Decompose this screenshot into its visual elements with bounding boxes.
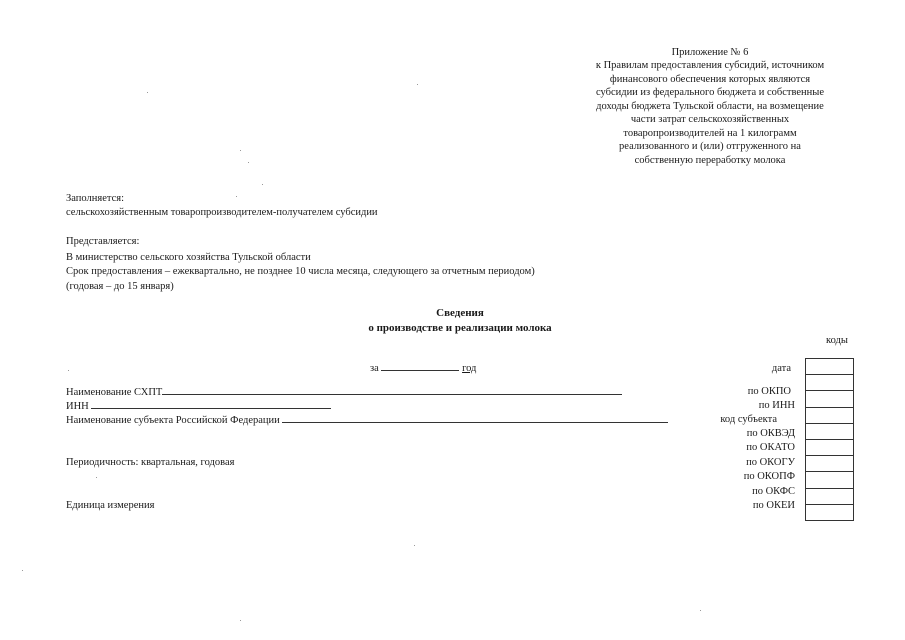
period-blank[interactable] (381, 361, 459, 371)
scan-speck (248, 162, 249, 163)
code-cell-row (806, 359, 854, 375)
filled-by-block (66, 192, 378, 219)
code-cell-row (806, 456, 854, 472)
appendix-line: части затрат сельскохозяйственных (630, 114, 790, 126)
title-line-2: о производстве и реализации молока (368, 321, 552, 334)
scan-speck (68, 370, 69, 371)
appendix-line: Приложение № 6 (671, 47, 749, 58)
codes-header: коды (826, 335, 848, 346)
scan-speck (236, 196, 237, 197)
appendix-line: реализованного и (или) отгруженного на (619, 141, 801, 153)
code-label-okved: по ОКВЭД (746, 428, 795, 439)
submitted-line: (годовая – до 15 января) (66, 280, 174, 292)
inn-label: ИНН (66, 401, 89, 412)
code-label-inn: по ИНН (758, 400, 795, 411)
submitted-line: Срок предоставления – ежеквартально, не позднее 10 числа месяца, следующего за отчетным периодом) (66, 266, 535, 278)
code-label-subject: код субъекта (720, 414, 777, 425)
scan-speck (147, 92, 148, 93)
code-cell-row (806, 375, 854, 391)
code-cell-okved[interactable] (806, 423, 854, 439)
code-cell-inn[interactable] (806, 391, 854, 407)
region-row (66, 413, 668, 428)
appendix-header (560, 46, 860, 167)
code-cell-row (806, 407, 854, 423)
scan-speck (240, 620, 241, 621)
code-cell-row (806, 391, 854, 407)
periodicity: Периодичность: квартальная, годовая (66, 457, 235, 468)
scan-speck (417, 84, 418, 85)
code-cell-row (806, 504, 854, 520)
code-cell-okfs[interactable] (806, 488, 854, 504)
code-label-okopf: по ОКОПФ (743, 471, 795, 482)
code-cell-row (806, 439, 854, 455)
filled-by-label: Заполняется: (66, 193, 124, 204)
appendix-line: товаропроизводителей на 1 килограмм (623, 127, 797, 139)
region-label: Наименование субъекта Российской Федерации (66, 415, 280, 426)
code-cell-row (806, 488, 854, 504)
code-label-date: дата (771, 363, 791, 374)
org-name-row (66, 385, 622, 400)
code-cell-okogu[interactable] (806, 456, 854, 472)
appendix-line: доходы бюджета Тульской области, на возмещение (596, 100, 824, 112)
code-label-okpo: по ОКПО (747, 386, 791, 397)
scan-speck (22, 570, 23, 571)
submitted-block (66, 235, 535, 294)
code-label-okei: по ОКЕИ (752, 500, 795, 511)
appendix-line: субсидии из федерального бюджета и собственные (595, 87, 825, 99)
code-cell-row (806, 472, 854, 488)
region-blank[interactable] (282, 413, 668, 423)
scan-speck (240, 150, 241, 151)
document-title (300, 306, 620, 336)
code-cell-okei[interactable] (806, 504, 854, 520)
codes-table (805, 358, 854, 521)
scan-speck (262, 184, 263, 185)
code-label-okfs: по ОКФС (752, 486, 795, 497)
appendix-line: к Правилам предоставления субсидий, источником (595, 60, 825, 72)
scan-speck (96, 477, 97, 478)
org-name-blank[interactable] (162, 385, 622, 395)
filled-by-value: сельскохозяйственным товаропроизводителем-получателем субсидии (66, 206, 378, 218)
unit-label: Единица измерения (66, 500, 155, 511)
code-label-okato: по ОКАТО (746, 442, 795, 453)
code-cell-date[interactable] (806, 359, 854, 375)
submitted-label: Представляется: (66, 236, 140, 247)
code-cell-okpo[interactable] (806, 375, 854, 391)
inn-row (66, 399, 331, 414)
title-line-1: Сведения (436, 307, 484, 319)
code-label-okogu: по ОКОГУ (746, 457, 795, 468)
period-suffix: год (462, 363, 477, 374)
appendix-line: финансового обеспечения которых являются (609, 73, 811, 85)
code-cell-okato[interactable] (806, 439, 854, 455)
inn-blank[interactable] (91, 399, 331, 409)
period-line (370, 361, 476, 376)
appendix-line: собственную переработку молока (634, 154, 786, 166)
period-prefix: за (370, 363, 379, 374)
org-name-label: Наименование СХПТ (66, 387, 163, 398)
submitted-line: В министерство сельского хозяйства Тульской области (66, 251, 311, 263)
code-cell-okopf[interactable] (806, 472, 854, 488)
code-cell-row (806, 423, 854, 439)
code-cell-subject[interactable] (806, 407, 854, 423)
scan-speck (414, 545, 415, 546)
scan-speck (700, 610, 701, 611)
